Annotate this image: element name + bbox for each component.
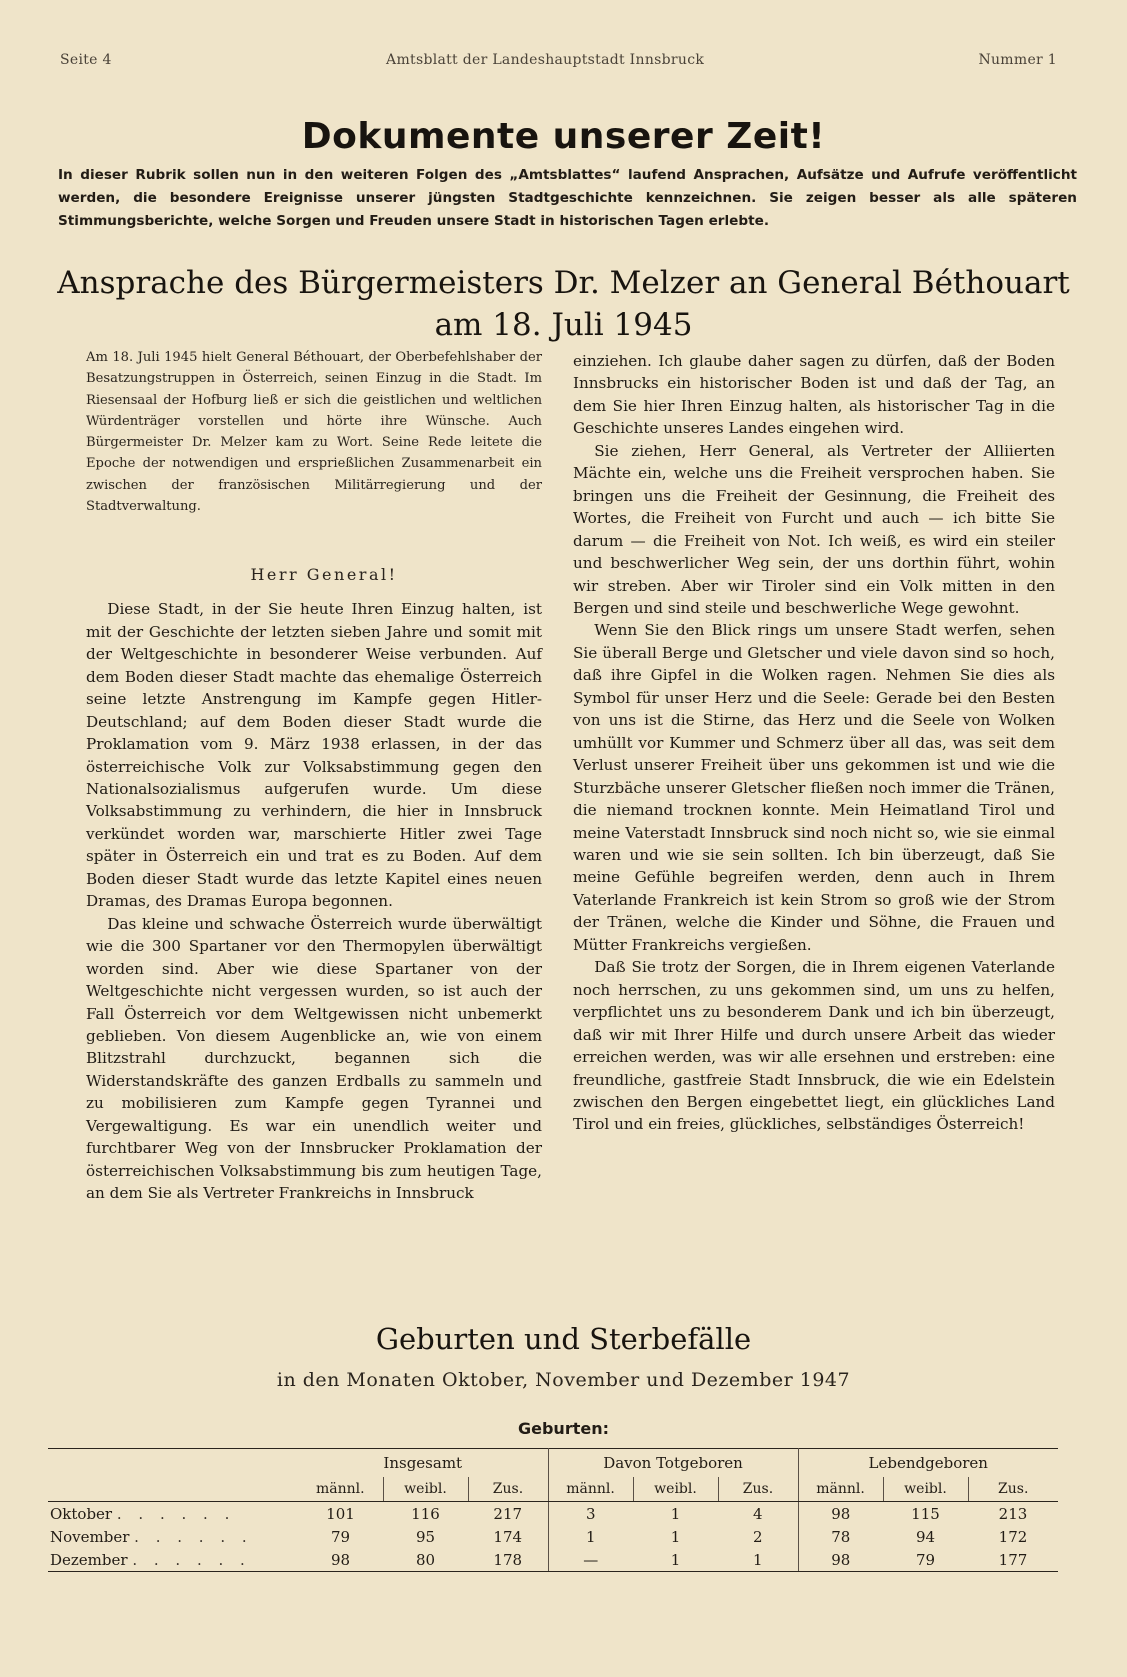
speech-paragraph: Sie ziehen, Herr General, als Vertreter der Alliierten Mächte ein, welche uns die Freiheit versprochen haben. Sie bringen uns die Freiheit der Gesinnung, die Freiheit des Wortes, die Freiheit von Furcht und auch — ich bitte Sie darum — die Freiheit von Not. Ich weiß, es wird ein steiler und beschwerlicher Weg sein, der uns dorthin führt, wohin wir streben. Aber wir Tiroler sind ein Volk mitten in den Bergen und sind steile und beschwerliche Wege gewohnt. xyxy=(573,441,1055,617)
speech-title-line-1: Ansprache des Bürgermeisters Dr. Melzer an General Béthouart xyxy=(57,265,1070,301)
publication-name: Amtsblatt der Landeshauptstadt Innsbruck xyxy=(386,52,705,68)
speech-title xyxy=(0,262,1127,346)
speech-paragraph: einziehen. Ich glaube daher sagen zu dürfen, daß der Boden Innsbrucks ein historischer Boden ist und daß der Tag, an dem Sie hier Ihren Einzug halten, als historischer Tag in die Geschichte unseres Landes eingehen wird. xyxy=(573,352,1055,438)
table-cell: 98 xyxy=(831,1504,851,1523)
table-cell: 101 xyxy=(326,1504,355,1523)
month-label: November xyxy=(50,1527,130,1546)
column-header: Zus. xyxy=(468,1477,548,1502)
column-header: weibl. xyxy=(883,1477,968,1502)
column-header: weibl. xyxy=(633,1477,718,1502)
leader-dots: . . . . . . xyxy=(116,1504,236,1523)
table-subheader-row xyxy=(48,1477,1058,1502)
column-header: männl. xyxy=(548,1477,633,1502)
running-head xyxy=(60,52,1057,68)
speech-paragraph: Wenn Sie den Blick rings um unsere Stadt werfen, sehen Sie überall Berge und Gletscher und viele davon sind so hoch, daß ihre Gipfel in die Wolken ragen. Nehmen Sie dies als Symbol für unser Herz und die Seele: Gerade bei den Besten von uns ist die Stirne, das Herz und die Seele von Wolken umhüllt vor Kummer und Schmerz über all das, was seit dem Verlust unserer Freiheit über uns gekommen ist und wie die Sturzbäche unserer Gletscher fließen noch immer die Tränen, die niemand trocknen konnte. Mein Heimatland Tirol und meine Vaterstadt Innsbruck sind noch nicht so, wie sie einmal waren und wie sie sein sollten. Ich bin überzeugt, daß Sie meine Gefühle begreifen werden, denn auch in Ihrem Vaterlande Frankreich ist kein Strom so groß wie der Strom der Tränen, welche die Kinder und Söhne, die Frauen und Mütter Frankreichs vergießen. xyxy=(573,621,1055,954)
table-cell: 177 xyxy=(968,1548,1058,1572)
column-header: männl. xyxy=(298,1477,383,1502)
article-column-right xyxy=(573,350,1055,1136)
table-cell: 3 xyxy=(585,1504,596,1523)
group-header: Davon Totgeboren xyxy=(548,1449,798,1478)
table-cell: 80 xyxy=(383,1548,468,1572)
speech-salutation: Herr General! xyxy=(250,565,398,585)
group-header: Lebendgeboren xyxy=(798,1449,1058,1478)
column-header: Zus. xyxy=(968,1477,1058,1502)
column-header: Zus. xyxy=(718,1477,798,1502)
table-row xyxy=(48,1548,1058,1572)
group-header: Insgesamt xyxy=(298,1449,548,1478)
table-cell: — xyxy=(548,1548,633,1572)
article-column-left xyxy=(86,347,542,1205)
issue-label: Nummer 1 xyxy=(978,52,1057,68)
table-cell: 4 xyxy=(718,1502,798,1526)
feature-intro: In dieser Rubrik sollen nun in den weiteren Folgen des „Amtsblattes“ laufend Ansprachen, Aufsätze und Aufrufe veröffentlicht werden, die besondere Ereignisse unserer jüngsten Stadtgeschichte kennzeichnen. Sie zeigen besser als alle späteren Stimmungsberichte, welche Sorgen und Freuden unsere Stadt in historischen Tagen erlebte. xyxy=(58,167,1077,229)
speech-paragraph: Diese Stadt, in der Sie heute Ihren Einzug halten, ist mit der Geschichte der letzten sieben Jahre und somit mit der Weltgeschichte in besonderer Weise verbunden. Auf dem Boden dieser Stadt machte das ehemalige Österreich seine letzte Anstrengung im Kampfe gegen Hitler-Deutschland; auf dem Boden dieser Stadt wurde die Proklamation vom 9. März 1938 erlassen, in der das österreichische Volk zur Volksabstimmung gegen den Nationalsozialismus aufgerufen wurde. Um diese Volksabstimmung zu verhindern, die hier in Innsbruck verkündet worden war, marschierte Hitler zwei Tage später in Österreich ein und trat es zu Boden. Auf dem Boden dieser Stadt wurde das letzte Kapitel eines neuen Dramas, des Dramas Europa begonnen. xyxy=(86,600,542,911)
table-cell: 178 xyxy=(468,1548,548,1572)
births-table xyxy=(48,1448,1058,1572)
speech-lead: Am 18. Juli 1945 hielt General Béthouart, der Oberbefehlshaber der Besatzungstruppen in Österreich, seinen Einzug in die Stadt. Im Riesensaal der Hofburg ließ er sich die geistlichen und weltlichen Würdenträger vorstellen und hörte ihre Wünsche. Auch Bürgermeister Dr. Melzer kam zu Wort. Seine Rede leitete die Epoche der notwendigen und ersprießlichen Zusammenarbeit ein zwischen der französischen Militärregierung und der Stadtverwaltung. xyxy=(86,350,542,515)
table-group-header-row xyxy=(48,1449,1058,1478)
table-cell: 98 xyxy=(798,1548,883,1572)
vital-stats-title: Geburten und Sterbefälle xyxy=(375,1322,752,1356)
speech-paragraph: Daß Sie trotz der Sorgen, die in Ihrem eigenen Vaterlande noch herrschen, zu uns gekommen sind, um uns zu helfen, verpflichtet uns zu besonderem Dank und ich bin überzeugt, daß wir mit Ihrer Hilfe und durch unsere Arbeit das wieder erreichen werden, was wir alle ersehnen und erstreben: eine freundliche, gastfreie Stadt Innsbruck, die wie ein Edelstein zwischen den Bergen eingebettet liegt, ein glückliches Land Tirol und ein freies, glückliches, selbständiges Österreich! xyxy=(573,958,1055,1134)
table-cell: 1 xyxy=(633,1548,718,1572)
vital-stats-subtitle: in den Monaten Oktober, November und Dezember 1947 xyxy=(276,1369,851,1391)
page-label: Seite 4 xyxy=(60,52,112,68)
table-cell: 217 xyxy=(468,1502,548,1526)
month-label: Oktober xyxy=(50,1504,113,1523)
table-row xyxy=(48,1525,1058,1548)
table-cell: 94 xyxy=(915,1527,936,1546)
table-cell: 1 xyxy=(670,1527,681,1546)
table-cell: 116 xyxy=(411,1504,440,1523)
table-cell: 174 xyxy=(468,1525,548,1548)
births-caption: Geburten: xyxy=(517,1419,609,1438)
table-cell: 79 xyxy=(330,1527,351,1546)
table-cell: 2 xyxy=(718,1525,798,1548)
table-cell: 79 xyxy=(883,1548,968,1572)
leader-dots: . . . . . . xyxy=(132,1550,251,1569)
table-cell: 98 xyxy=(298,1548,383,1572)
speech-title-line-2: am 18. Juli 1945 xyxy=(434,307,693,343)
table-cell: 78 xyxy=(831,1527,851,1546)
column-header: männl. xyxy=(798,1477,883,1502)
table-cell: 1 xyxy=(585,1527,596,1546)
table-cell: 1 xyxy=(718,1548,798,1572)
table-cell: 95 xyxy=(415,1527,436,1546)
table-cell: 213 xyxy=(998,1504,1028,1523)
table-cell: 115 xyxy=(911,1504,940,1523)
column-header: weibl. xyxy=(383,1477,468,1502)
table-cell: 172 xyxy=(998,1527,1028,1546)
table-cell: 1 xyxy=(670,1504,681,1523)
feature-title: Dokumente unserer Zeit! xyxy=(301,116,826,157)
table-row xyxy=(48,1502,1058,1526)
month-label: Dezember xyxy=(50,1550,128,1569)
leader-dots: . . . . . . xyxy=(134,1527,253,1546)
speech-paragraph: Das kleine und schwache Österreich wurde überwältigt wie die 300 Spartaner vor den Thermopylen überwältigt worden sind. Aber wie diese Spartaner von der Weltgeschichte nicht vergessen wurden, so ist auch der Fall Österreich vor dem Weltgewissen nicht unbemerkt geblieben. Von diesem Augenblicke an, wie von einem Blitzstrahl durchzuckt, begannen sich die Widerstandskräfte des ganzen Erdballs zu sammeln und zu mobilisieren zum Kampfe gegen Tyrannei und Vergewaltigung. Es war ein unendlich weiter und furchtbarer Weg von der Innsbrucker Proklamation der österreichischen Volksabstimmung bis zum heutigen Tage, an dem Sie als Vertreter Frankreichs in Innsbruck xyxy=(86,914,542,1203)
